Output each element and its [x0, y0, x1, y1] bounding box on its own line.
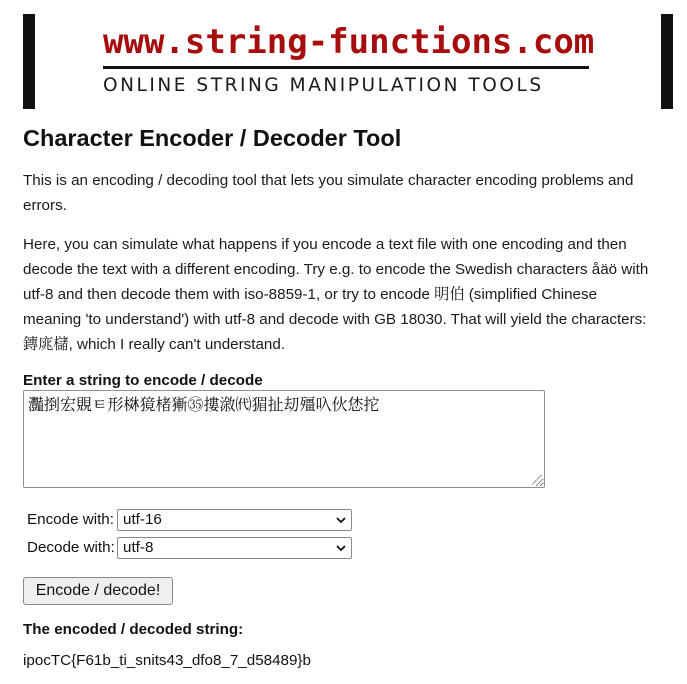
- banner-right-bar: [661, 14, 673, 109]
- chevron-down-icon: [336, 543, 346, 553]
- encode-decode-button[interactable]: Encode / decode!: [23, 577, 173, 605]
- encode-select-value: utf-16: [123, 511, 162, 528]
- banner-left-bar: [23, 14, 35, 109]
- site-banner: [23, 14, 673, 109]
- site-logo[interactable]: www.string-functions.com: [103, 22, 595, 62]
- input-label: Enter a string to encode / decode: [23, 372, 263, 389]
- chevron-down-icon: [336, 515, 346, 525]
- intro-paragraph: This is an encoding / decoding tool that lets you simulate character encoding problems and errors.: [23, 172, 634, 214]
- decode-label: Decode with:: [27, 539, 115, 556]
- encode-label: Encode with:: [27, 511, 114, 528]
- encode-select[interactable]: [117, 509, 352, 531]
- site-tagline: ONLINE STRING MANIPULATION TOOLS: [103, 75, 544, 96]
- result-output: ipocTC{F61b_ti_snits43_dfo8_7_d58489}b: [23, 652, 311, 669]
- string-input[interactable]: [23, 390, 545, 488]
- decode-select-value: utf-8: [123, 539, 154, 556]
- decode-select[interactable]: [117, 537, 352, 559]
- logo-divider: [103, 66, 589, 69]
- page-title: Character Encoder / Decoder Tool: [23, 125, 402, 151]
- result-label: The encoded / decoded string:: [23, 621, 244, 638]
- description-paragraph: Here, you can simulate what happens if you encode a text file with one encoding and then decode the text with a different encoding. Try e.g. to encode the Swedish characters åäö with utf-8 and then decode them with iso-8859-1, or try to encode 明伯 (simplified Chinese meaning 'to understand') with utf-8 and decode with GB 18030. That will yield the characters: 鏄庣櫧, which I really can't understand.: [23, 236, 649, 353]
